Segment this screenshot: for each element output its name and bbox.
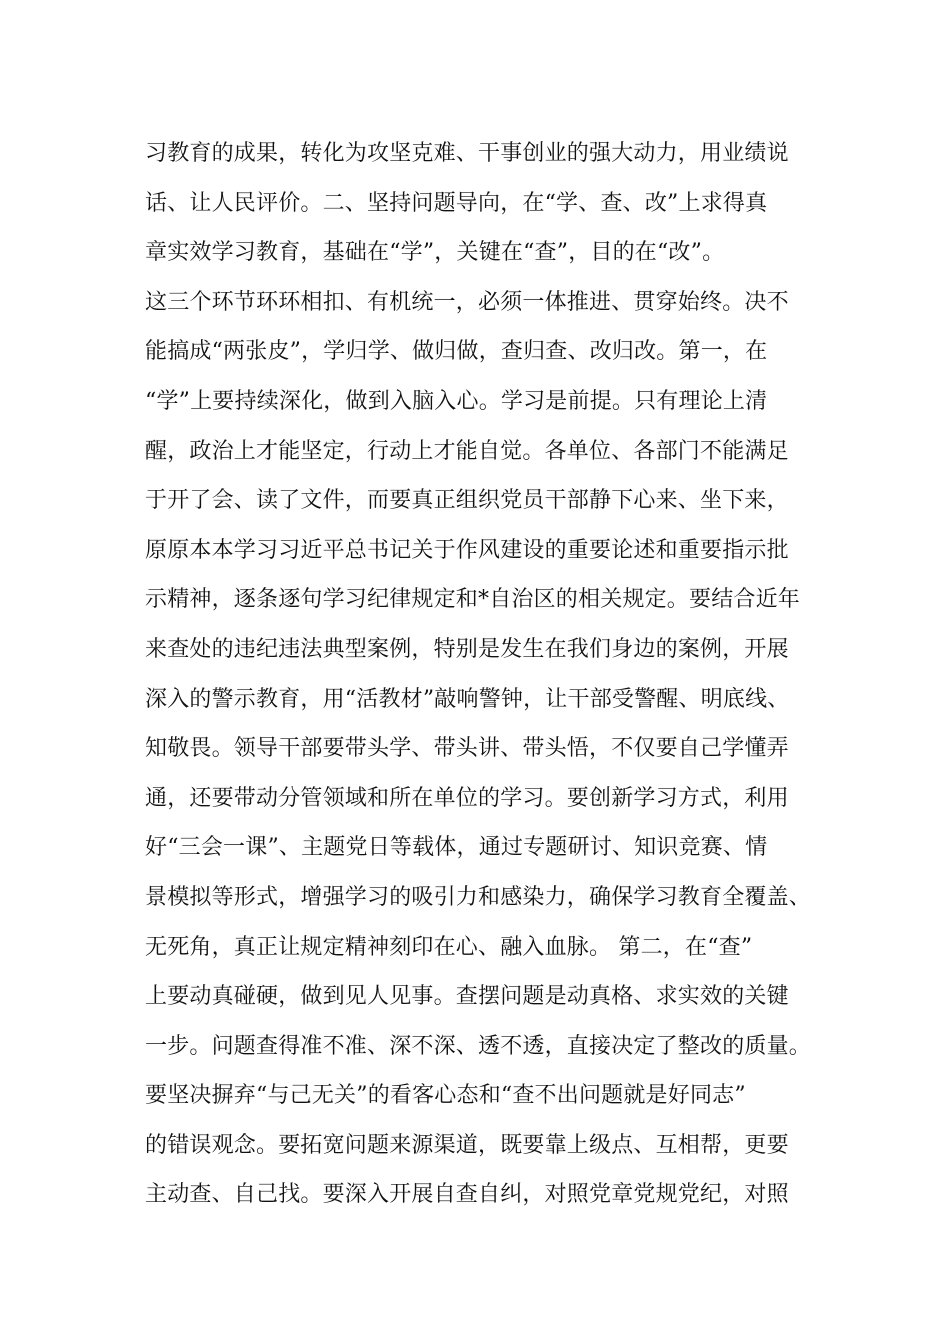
text-line-1: 习教育的成果，转化为攻坚克难、干事创业的强大动力，用业绩说: [145, 141, 789, 166]
text-line-12: 深入的警示教育，用“活教材”敲响警钟，让干部受警醒、明底线、: [145, 686, 790, 712]
text-line-19: 一步。问题查得准不准、深不深、透不透，直接决定了整改的质量。: [145, 1033, 812, 1059]
text-line-5: 能搞成“两张皮”，学归学、做归做，查归查、改归改。第一，在: [145, 339, 768, 365]
text-line-9: 原原本本学习习近平总书记关于作风建设的重要论述和重要指示批: [145, 537, 789, 563]
text-line-3: 章实效学习教育，基础在“学”，关键在“查”，目的在“改”。: [145, 240, 725, 266]
text-line-22: 主动查、自己找。要深入开展自查自纠，对照党章党规党纪，对照: [145, 1182, 789, 1208]
text-line-15: 好“三会一课”、主题党日等载体，通过专题研讨、知识竞赛、情: [145, 835, 768, 861]
text-line-14: 通，还要带动分管领域和所在单位的学习。要创新学习方式，利用: [145, 785, 789, 811]
text-line-8: 于开了会、读了文件，而要真正组织党员干部静下心来、坐下来，: [145, 488, 789, 514]
text-line-13: 知敬畏。领导干部要带头学、带头讲、带头悟，不仅要自己学懂弄: [145, 736, 789, 762]
text-line-21: 的错误观念。要拓宽问题来源渠道，既要靠上级点、互相帮，更要: [145, 1132, 789, 1158]
text-line-16: 景模拟等形式，增强学习的吸引力和感染力，确保学习教育全覆盖、: [145, 884, 812, 910]
text-line-10: 示精神，逐条逐句学习纪律规定和*自治区的相关规定。要结合近年: [145, 587, 801, 613]
text-line-17: 无死角，真正让规定精神刻印在心、融入血脉。 第二，在“查”: [145, 934, 753, 960]
text-line-7: 醒，政治上才能坚定，行动上才能自觉。各单位、各部门不能满足: [145, 438, 789, 464]
text-line-6: “学”上要持续深化，做到入脑入心。学习是前提。只有理论上清: [145, 388, 768, 414]
text-line-11: 来查处的违纪违法典型案例，特别是发生在我们身边的案例，开展: [145, 636, 789, 662]
text-line-18: 上要动真碰硬，做到见人见事。查摆问题是动真格、求实效的关键: [145, 984, 789, 1010]
text-line-2: 话、让人民评价。二、坚持问题导向，在“学、查、改”上求得真: [145, 190, 768, 216]
text-line-20: 要坚决摒弃“与己无关”的看客心态和“查不出问题就是好同志”: [145, 1083, 746, 1109]
document-body: [145, 132, 845, 1223]
text-line-4: 这三个环节环环相扣、有机统一，必须一体推进、贯穿始终。决不: [145, 289, 789, 315]
